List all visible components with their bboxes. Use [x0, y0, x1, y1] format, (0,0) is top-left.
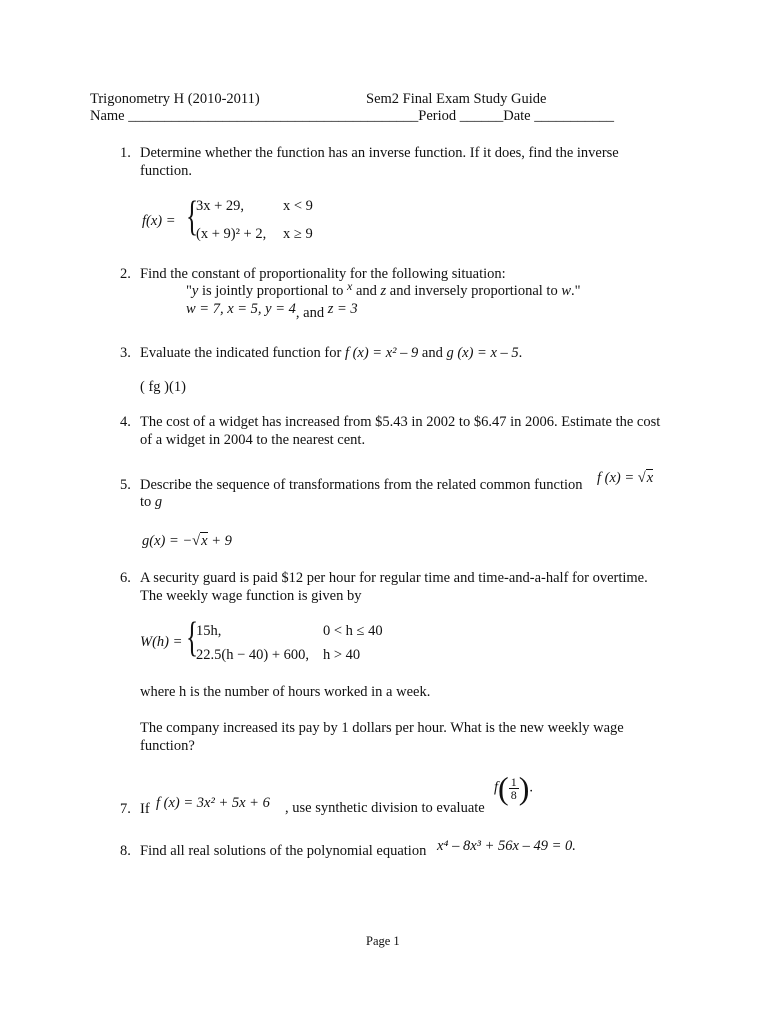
fx-lhs: f (x) =: [597, 470, 638, 486]
q6-where: where h is the number of hours worked in a week.: [140, 684, 431, 700]
q3-expression: ( fg )(1): [140, 379, 186, 395]
question-text: If: [140, 801, 150, 817]
question-5: [120, 476, 680, 494]
denominator: 8: [510, 787, 517, 802]
quote: .": [571, 283, 581, 299]
text: to: [140, 494, 155, 510]
q5-to-g: [140, 494, 162, 511]
question-text: A security guard is paid $12 per hour for regular time and time-and-a-half for overtime. The weekly wage function is given by: [140, 570, 648, 604]
text: and inversely proportional to: [386, 283, 562, 299]
question-text: Find all real solutions of the polynomial equation: [140, 843, 427, 859]
radicand: x: [646, 470, 654, 486]
question-number: 8.: [120, 843, 131, 859]
q2-values: [186, 301, 358, 321]
text: , and: [295, 305, 328, 321]
text: Evaluate the indicated function for: [140, 345, 345, 361]
question-number: 7.: [120, 801, 131, 817]
paren: ): [518, 770, 530, 806]
q7-instruction: , use synthetic division to evaluate: [285, 800, 485, 816]
question-text: [140, 344, 680, 362]
given-values: w = 7, x = 5, y = 4: [186, 301, 296, 317]
question-number: 1.: [120, 145, 131, 161]
text: .: [518, 345, 523, 361]
question-number: 2.: [120, 266, 131, 282]
paren: (: [498, 770, 509, 806]
f-definition: f (x) = x² – 9: [344, 345, 419, 361]
course-title: Trigonometry H (2010-2011): [90, 91, 260, 107]
question-number: 3.: [120, 345, 131, 361]
q5-common-function: f (x) = √x: [597, 470, 654, 486]
z-value: z = 3: [327, 301, 358, 317]
q6-case2-expr: 22.5(h − 40) + 600,: [196, 647, 310, 663]
q6-case1-cond: 0 < h ≤ 40: [323, 623, 383, 639]
period-field-label: Period ______: [418, 108, 504, 124]
question-4: [120, 413, 680, 449]
q7-evaluate-expr: [494, 772, 533, 804]
q6-function-lhs: W(h) =: [140, 634, 183, 650]
gx-tail: + 9: [207, 533, 232, 549]
q6-case1-expr: 15h,: [196, 623, 222, 639]
document-title: Sem2 Final Exam Study Guide: [366, 91, 547, 107]
var-x: x: [346, 279, 353, 293]
q2-statement: [186, 279, 581, 300]
gx-lhs: g(x) = −: [142, 533, 193, 549]
q5-g-function: g(x) = −√x + 9: [142, 533, 232, 549]
name-field-label: Name ________________________________________: [90, 108, 419, 124]
text: .: [572, 838, 576, 854]
q1-brace: {: [186, 194, 199, 240]
question-6: [120, 569, 680, 605]
text: and: [352, 283, 381, 299]
q1-case2-expr: (x + 9)² + 2,: [196, 226, 267, 242]
quote: ": [186, 283, 192, 299]
fraction: [509, 776, 519, 801]
var-g: g: [154, 494, 163, 510]
text: .: [529, 779, 533, 796]
question-text: The cost of a widget has increased from $5.43 in 2002 to $6.47 in 2006. Estimate the cost of a widget in 2004 to the nearest cent.: [140, 414, 661, 448]
q8-equation: [437, 838, 576, 855]
question-number: 6.: [120, 570, 131, 586]
question-number: 4.: [120, 414, 131, 430]
question-text: Determine whether the function has an inverse function. If it does, find the inverse function.: [140, 145, 619, 179]
date-field-label: Date ___________: [503, 108, 614, 124]
question-1: [120, 144, 680, 180]
q1-function-lhs: f(x) =: [142, 213, 176, 229]
f-symbol: f: [494, 779, 499, 796]
question-2: [120, 265, 680, 283]
radicand: x: [201, 533, 208, 549]
q1-case2-cond: x ≥ 9: [283, 226, 313, 242]
q6-brace: {: [186, 615, 199, 661]
question-8: [120, 842, 680, 860]
q6-increase: The company increased its pay by 1 dollars per hour. What is the new weekly wage function?: [140, 720, 624, 754]
text: and: [418, 345, 447, 361]
page-number: Page 1: [366, 934, 400, 948]
question-text: Describe the sequence of transformations from the related common function: [140, 477, 583, 493]
text: is jointly proportional to: [198, 283, 347, 299]
question-3: [120, 344, 680, 362]
var-y: y: [191, 283, 199, 299]
question-text: Find the constant of proportionality for the following situation:: [140, 266, 506, 282]
question-number: 5.: [120, 477, 131, 493]
q6-case2-cond: h > 40: [323, 647, 361, 663]
q7-function: f (x) = 3x² + 5x + 6: [156, 795, 270, 811]
var-w: w: [561, 283, 571, 299]
name-line: [90, 108, 614, 125]
q1-case1-cond: x < 9: [283, 198, 313, 214]
var-z: z: [380, 283, 387, 299]
equation: x⁴ – 8x³ + 56x – 49 = 0: [437, 838, 573, 854]
numerator: 1: [510, 774, 517, 789]
q1-case1-expr: 3x + 29,: [196, 198, 245, 214]
g-definition: g (x) = x – 5: [446, 345, 519, 361]
